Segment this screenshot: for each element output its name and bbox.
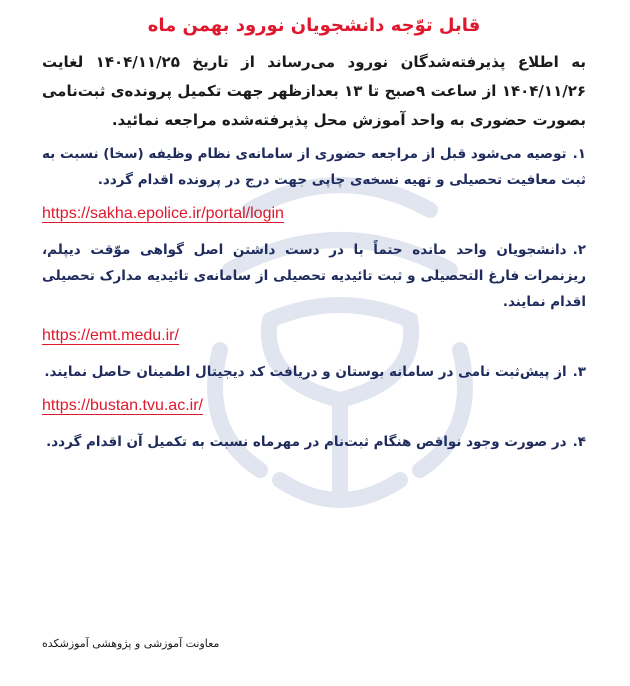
item-number: ۴. [572, 434, 586, 450]
sakha-link[interactable]: https://sakha.epolice.ir/portal/login [42, 205, 284, 222]
item-text: توصیه می‌شود قبل از مراجعه حضوری از سامانه‌ی نظام وظیفه (سخا) نسبت به ثبت معافیت تحصیلی و تهیه نسخه‌ی چاپی جهت درج در پرونده اقدام گردد. [42, 146, 586, 188]
footer-signature: معاونت آموزشی و پژوهشی آموزشکده [42, 637, 220, 650]
item-number: ۱. [572, 146, 586, 162]
page-title: قابل توّجه دانشجویان نورود بهمن ماه [147, 15, 481, 36]
bustan-link[interactable]: https://bustan.tvu.ac.ir/ [42, 397, 203, 414]
item-text: از پیش‌ثبت نامی در سامانه بوستان و دریافت کد دیجیتال اطمینان حاصل نمایند. [44, 364, 567, 380]
emt-link[interactable]: https://emt.medu.ir/ [42, 327, 179, 344]
intro-paragraph: به اطلاع پذیرفته‌شدگان نورود می‌رساند از تاریخ ۱۴۰۴/۱۱/۲۵ لغایت ۱۴۰۴/۱۱/۲۶ از ساعت ۹صبح تا ۱۳ بعدازظهر جهت تکمیل پرونده‌ی ثبت‌نامی بصورت حضوری به واحد آموزش محل پذیرفته‌شده مراجعه نمائید. [42, 53, 587, 129]
item-number: ۲. [572, 242, 586, 258]
item-number: ۳. [572, 364, 586, 380]
list-item-2 [42, 237, 586, 315]
list-item-4 [42, 429, 586, 455]
list-item-3 [42, 359, 586, 385]
bustan-link-row [42, 395, 586, 417]
item-text: در صورت وجود نواقص هنگام ثبت‌نام در مهرماه نسبت به تکمیل آن اقدام گردد. [46, 434, 567, 450]
sakha-link-row [42, 203, 586, 225]
item-text: دانشجویان واحد مانده حتماً با در دست داشتن اصل گواهی موّقت دیپلم، ریزنمرات فارغ التحصیلی و ثبت تائیدیه تحصیلی از سامانه‌ی تائیدیه مدارک تحصیلی اقدام نمایند. [42, 242, 586, 310]
emt-link-row [42, 325, 586, 347]
list-item-1 [42, 141, 586, 193]
